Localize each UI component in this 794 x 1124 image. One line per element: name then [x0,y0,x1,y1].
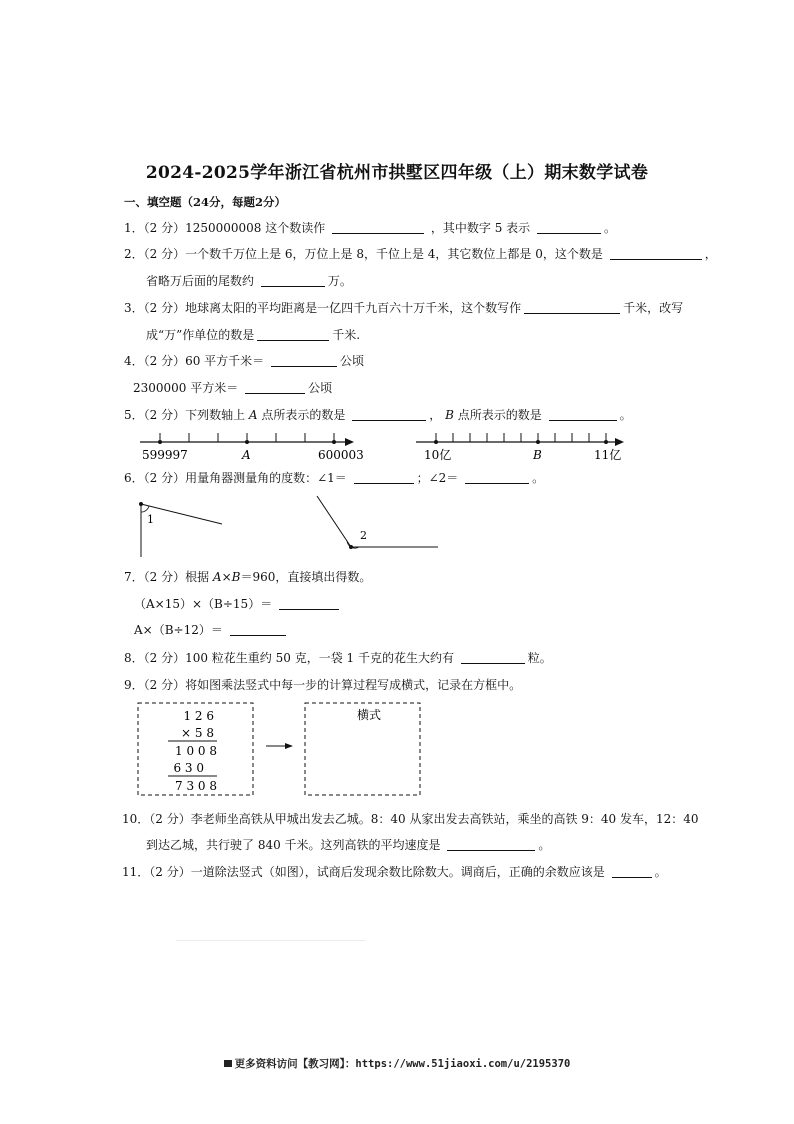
q5-text-a2: 点所表示的数是 [261,408,346,422]
q10-text-b: 到达乙城，共行驶了 840 千米。这列高铁的平均速度是 [146,838,441,852]
angle-2-figure [317,496,438,549]
q6-blank-1[interactable] [354,471,414,484]
angle-1-vertex [139,502,143,506]
number-line-1-arrow [345,438,354,446]
question-10 [122,811,699,827]
point [604,440,608,444]
mult-row-3: 1 0 0 8 [175,744,217,758]
q11-text-b: 。 [654,865,667,879]
angle-1-arc [141,506,149,512]
q1-text-b: ，其中数字 5 表示 [430,221,531,235]
q7-var: A×B [212,570,241,584]
axis2-right-label: 11亿 [594,448,622,462]
mult-row-5: 7 3 0 8 [175,779,217,793]
q2-text-b: ， [704,247,717,261]
q8-text-a: 8．（2 分）100 粒花生重约 50 克，一袋 1 千克的花生大约有 [124,651,454,665]
q5-text-c: 。 [619,408,632,422]
number-line-1 [140,433,364,462]
question-7-line-1 [134,596,342,612]
q7-text-a: 7．（2 分）根据 [124,570,210,584]
number-line-2 [416,433,624,462]
answer-box-label: 横式 [357,708,382,722]
mult-row-1: 1 2 6 [183,709,214,723]
q5-text-b: 点所表示的数是 [457,408,542,422]
q11-text-a: 11．（2 分）一道除法竖式（如图），试商后发现余数比除数大。调商后，正确的余数应该是 [122,865,605,879]
point-b [536,440,540,444]
q5-text-a: 5．（2 分）下列数轴上 [124,408,246,422]
q3-text-d: 千米. [332,328,361,342]
q10-text-c: 。 [538,838,551,852]
q7-expr-2: A×（B÷12）＝ [134,623,223,637]
footer-text: 更多资料访问【教习网】：https://www.51jiaoxi.com/u/2195370 [234,1058,571,1070]
q6-text-b: ；∠2＝ [416,471,459,485]
section-heading: 一、填空题（24分，每题2分） [124,195,287,209]
footer-link[interactable] [0,1056,794,1071]
point [434,440,438,444]
point [158,440,162,444]
question-11 [122,864,667,880]
question-6 [124,470,544,486]
q1-text-a: 1．（2 分）1250000008 这个数读作 [124,221,326,235]
axis2-left-label: 10亿 [424,448,452,462]
q4-text-d: 公顷 [308,381,333,395]
faint-divider [176,940,366,941]
q10-text-a: 10．（2 分）李老师坐高铁从甲城出发去乙城。8：40 从家出发去高铁站，乘坐的高铁 9：40 发车，12：40 [122,812,699,826]
q5-var-b: B [445,408,454,422]
point [332,440,336,444]
angle-1-label: 1 [147,513,154,526]
q5-var-a: A [248,408,258,422]
q8-blank[interactable] [461,651,525,664]
mult-row-4: 6 3 0 [173,761,204,775]
flag-icon [224,1060,232,1067]
q2-text-c: 省略万后面的尾数约 [146,274,255,288]
angle-2-label: 2 [360,529,367,542]
multiplication-figure [138,703,420,795]
mult-row-2: × 5 8 [181,726,214,740]
number-line-2-arrow [615,438,624,446]
q3-text-a: 3．（2 分）地球离太阳的平均距离是一亿四千九百六十万千米，这个数写作 [124,301,522,315]
question-7 [124,569,371,585]
q7-blank-2[interactable] [230,623,286,636]
q5-text-b-pre: ， [429,408,442,422]
axis1-mid-label: A [242,448,251,462]
question-8 [124,650,552,666]
q7-blank-1[interactable] [279,597,339,610]
question-9 [124,677,521,693]
angle-2-ray-slant [317,496,351,547]
axis1-right-label: 600003 [318,448,364,462]
q3-text-b: 千米，改写 [623,301,684,315]
question-10-cont [146,837,550,853]
q7-expr-1: （A×15）×（B÷15）＝ [134,597,273,611]
q8-text-b: 粒。 [527,651,552,665]
q9-text: 9．（2 分）将如图乘法竖式中每一步的计算过程写成横式，记录在方框中。 [124,678,522,692]
q4-text-c: 2300000 平方米＝ [133,381,239,395]
angle-1-figure [139,502,222,557]
q6-blank-2[interactable] [465,471,529,484]
q1-text-c: 。 [604,221,617,235]
exam-title: 2024-2025学年浙江省杭州市拱墅区四年级（上）期末数学试卷 [145,163,649,183]
q2-text-a: 2．（2 分）一个数千万位上是 6，万位上是 8，千位上是 4，其它数位上都是 0，这个数是 [124,247,603,261]
q11-blank[interactable] [612,865,652,878]
q3-text-c: 成“万”作单位的数是 [146,328,255,342]
point-a [245,440,249,444]
q2-text-d: 万。 [327,274,352,288]
axis2-mid-label: B [533,448,542,462]
arrow-icon [285,743,293,749]
q6-text-c: 。 [532,471,545,485]
q4-text-b: 公顷 [340,354,365,368]
q6-text-a: 6．（2 分）用量角器测量角的度数：∠1＝ [124,471,347,485]
q10-blank[interactable] [447,838,535,851]
question-7-line-2 [134,622,289,638]
q7-text-a2: ＝960，直接填出得数。 [240,570,372,584]
q4-text-a: 4．（2 分）60 平方千米＝ [124,354,265,368]
axis1-left-label: 599997 [142,448,188,462]
